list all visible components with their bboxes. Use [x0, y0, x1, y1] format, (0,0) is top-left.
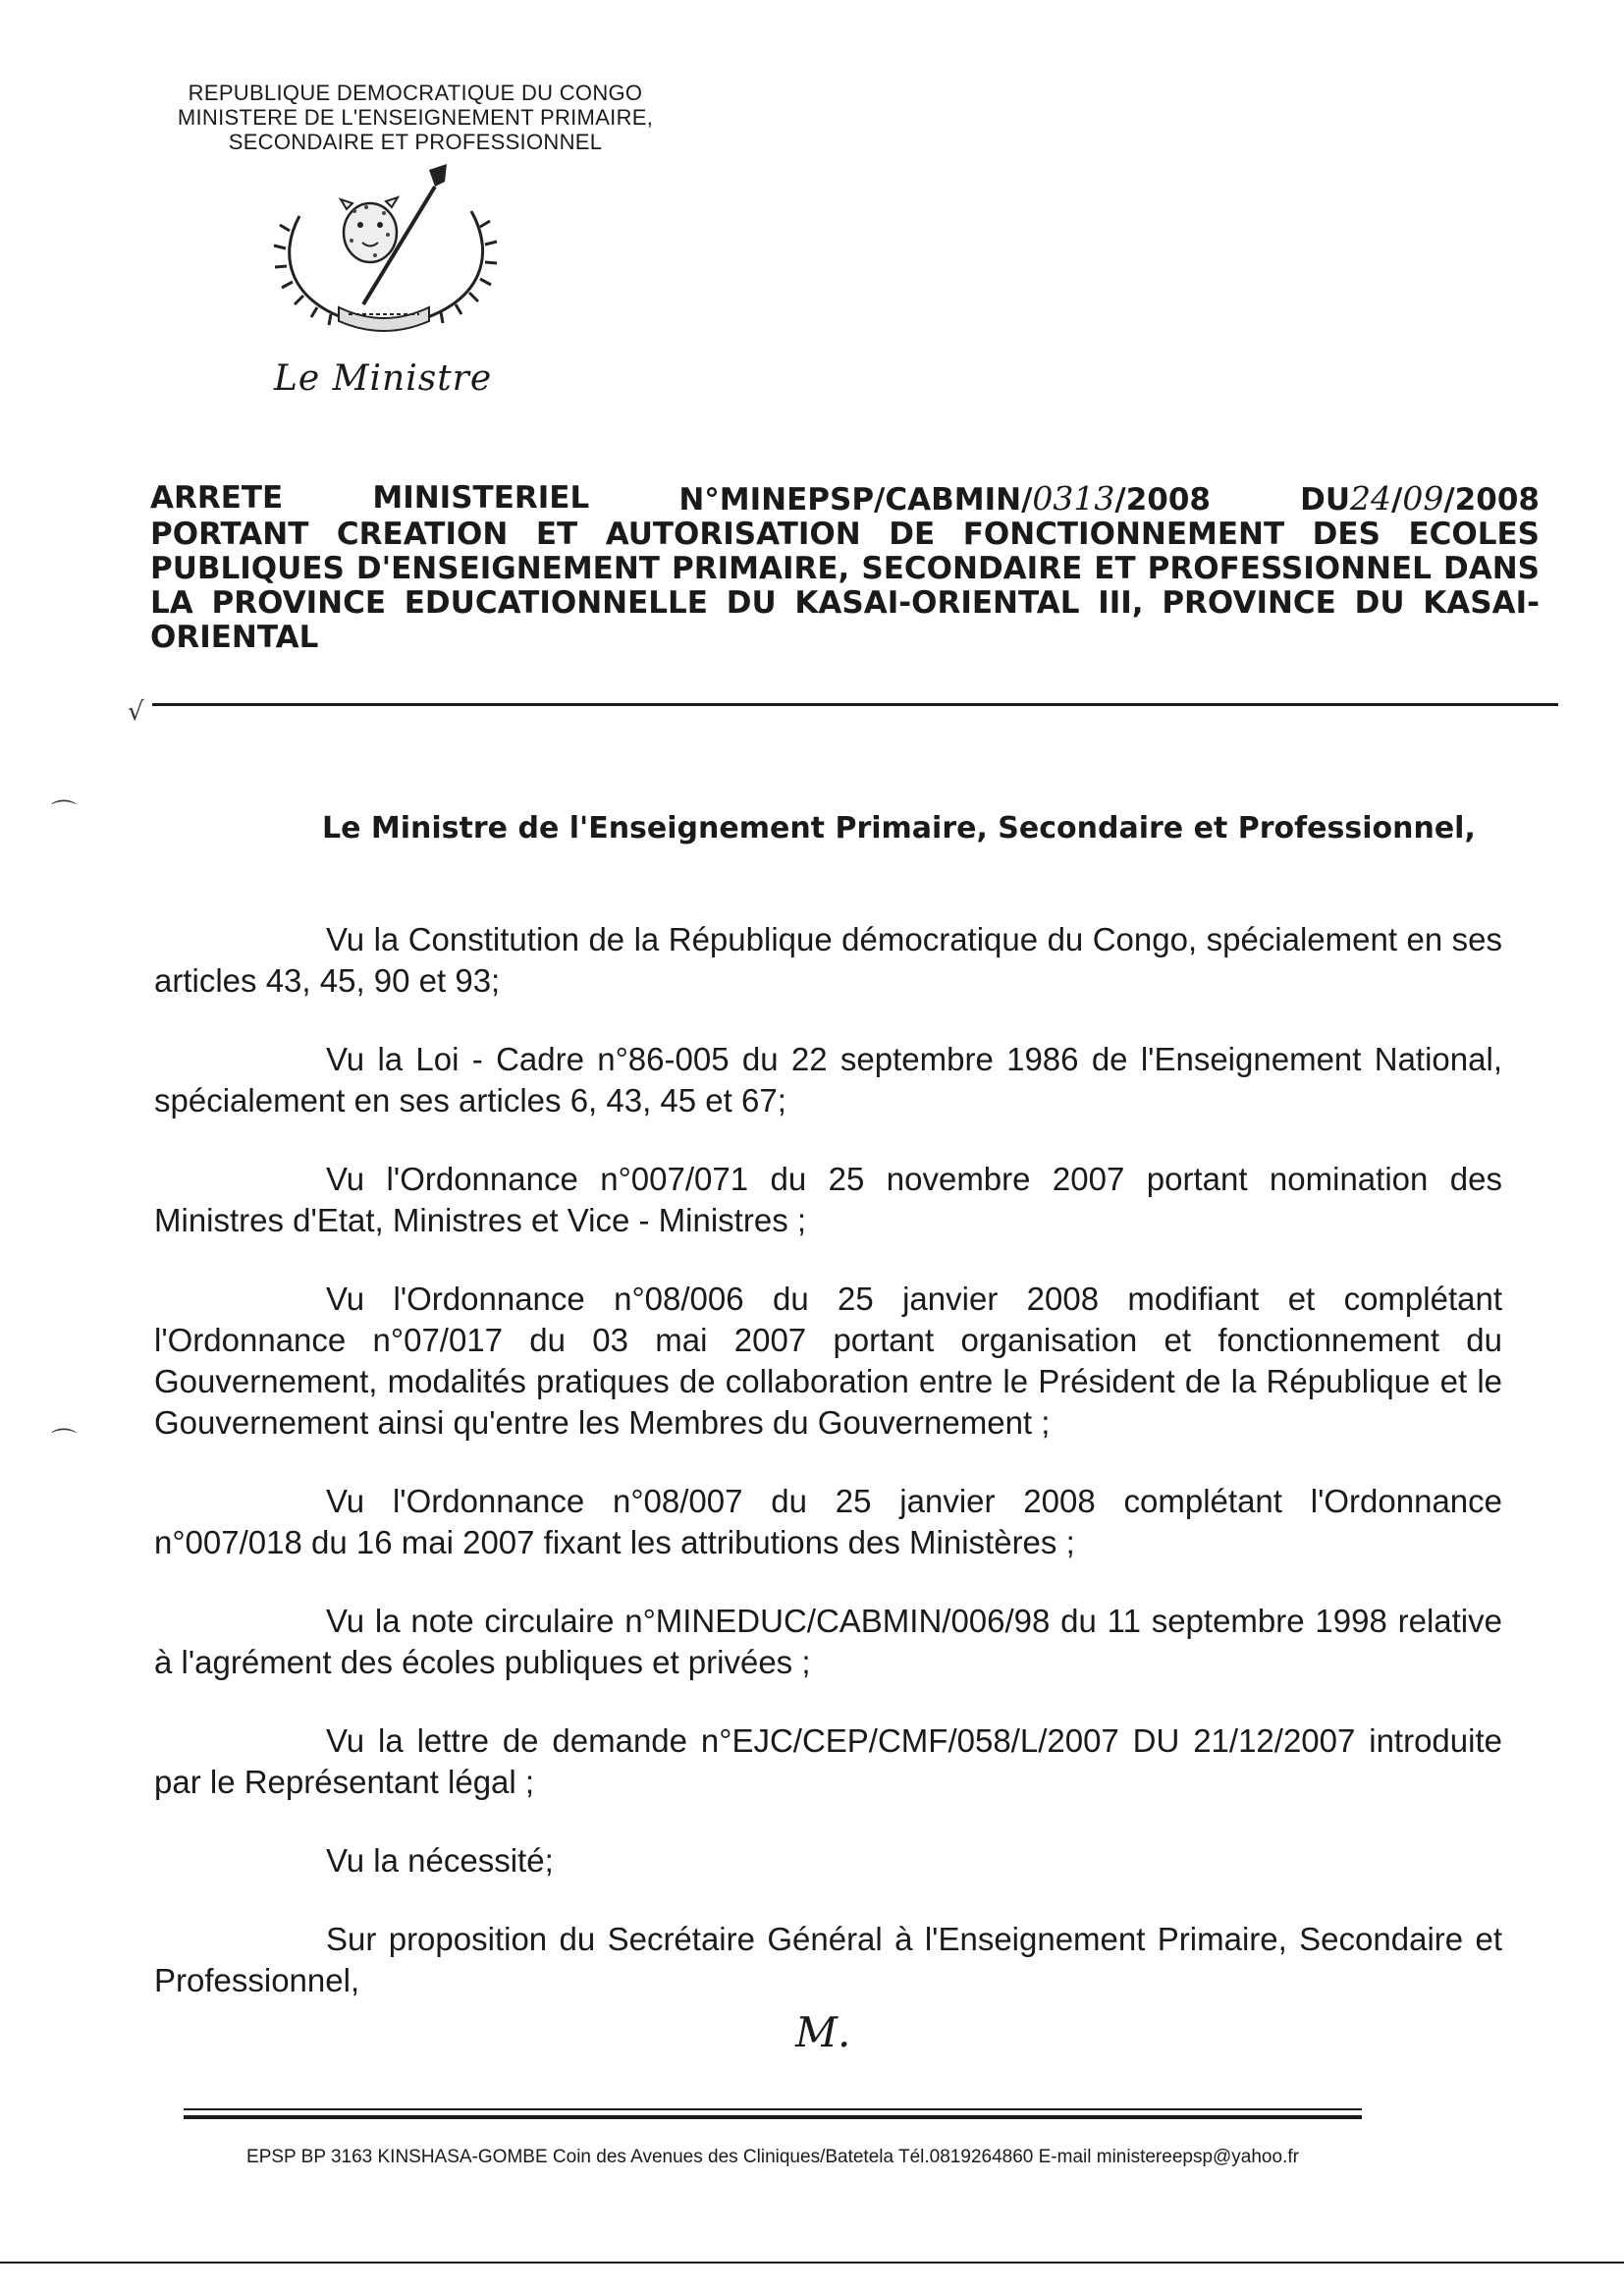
decree-date-month: 09 — [1402, 479, 1444, 518]
letterhead-ministry: MINISTERE DE L'ENSEIGNEMENT PRIMAIRE, — [177, 105, 654, 130]
margin-mark: ⌒ — [51, 1428, 78, 1457]
footer-rule-thin — [184, 2108, 1362, 2110]
decree-date-year: /2008 — [1443, 482, 1540, 518]
decree-date — [1300, 481, 1540, 518]
decree-subject: PORTANT CREATION ET AUTORISATION DE FONCTIONNEMENT DES ECOLES PUBLIQUES D'ENSEIGNEMENT PRIMAIRE, SECONDAIRE ET PROFESSIONNEL DANS LA PROVINCE EDUCATIONNELLE DU KASAI-ORIENTAL III, PROVINCE DU KASAI-ORIENTAL — [150, 517, 1540, 655]
decree-ref-prefix: N°MINEPSP/CABMIN/ — [678, 482, 1033, 518]
decree-date-day: 24 — [1350, 479, 1392, 518]
page-bottom-rule — [0, 2262, 1624, 2264]
decree-word-ministeriel: MINISTERIEL — [372, 480, 590, 516]
decree-number — [678, 481, 1211, 518]
considerations — [154, 919, 1502, 2039]
letterhead-ministry-cont: SECONDAIRE ET PROFESSIONNEL — [228, 130, 603, 154]
decree-title — [150, 481, 1540, 655]
consideration-necessite: Vu la nécessité; — [326, 1842, 554, 1879]
decree-ref-year: /2008 — [1114, 482, 1211, 518]
margin-mark: ⌒ — [51, 799, 78, 829]
footer-address: EPSP BP 3163 KINSHASA-GOMBE Coin des Avenues des Cliniques/Batetela Tél.0819264860 E-mail ministereepsp@yahoo.fr — [246, 2147, 1299, 2167]
letterhead — [140, 81, 690, 154]
consideration-ordonnance-organisation: Vu l'Ordonnance n°08/006 du 25 janvier 2008 modifiant et complétant l'Ordonnance n°07/017 du 03 mai 2007 portant organisation et fonctionnement du Gouvernement, modalités pratiques de collaboration entre le Président de la République et le Gouvernement ainsi qu'entre les Membres du Gouvernement ; — [154, 1281, 1502, 1441]
title-divider — [152, 703, 1558, 706]
check-mark-icon: √ — [128, 697, 144, 727]
consideration-ordonnance-nomination: Vu l'Ordonnance n°007/071 du 25 novembre 2007 portant nomination des Ministres d'Etat, Ministres et Vice - Ministres ; — [154, 1161, 1502, 1238]
decree-word-arrete: ARRETE — [150, 480, 284, 516]
coat-of-arms-icon — [260, 162, 506, 334]
preamble-heading: Le Ministre de l'Enseignement Primaire, Secondaire et Professionnel, — [322, 811, 1476, 846]
decree-date-du: DU — [1300, 482, 1351, 518]
signatory-title: Le Ministre — [274, 358, 493, 399]
consideration-lettre-demande: Vu la lettre de demande n°EJC/CEP/CMF/058/L/2007 DU 21/12/2007 introduite par le Représentant légal ; — [154, 1722, 1502, 1800]
consideration-constitution: Vu la Constitution de la République démocratique du Congo, spécialement en ses articles 43, 45, 90 et 93; — [154, 921, 1502, 999]
handwritten-initials: M. — [795, 2008, 851, 2056]
consideration-proposition: Sur proposition du Secrétaire Général à l'Enseignement Primaire, Secondaire et Professionnel, — [154, 1921, 1502, 1998]
decree-date-sep: / — [1391, 482, 1403, 518]
decree-reference-line — [150, 481, 1540, 518]
consideration-note-circulaire: Vu la note circulaire n°MINEDUC/CABMIN/006/98 du 11 septembre 1998 relative à l'agrément des écoles publiques et privées ; — [154, 1603, 1502, 1680]
letterhead-country: REPUBLIQUE DEMOCRATIQUE DU CONGO — [188, 81, 643, 105]
consideration-ordonnance-attributions: Vu l'Ordonnance n°08/007 du 25 janvier 2008 complétant l'Ordonnance n°007/018 du 16 mai 2007 fixant les attributions des Ministères ; — [154, 1483, 1502, 1560]
decree-ref-number: 0313 — [1032, 479, 1115, 518]
footer-rule-thick — [184, 2115, 1362, 2119]
consideration-loi-cadre: Vu la Loi - Cadre n°86-005 du 22 septembre 1986 de l'Enseignement National, spécialement en ses articles 6, 43, 45 et 67; — [154, 1041, 1502, 1119]
